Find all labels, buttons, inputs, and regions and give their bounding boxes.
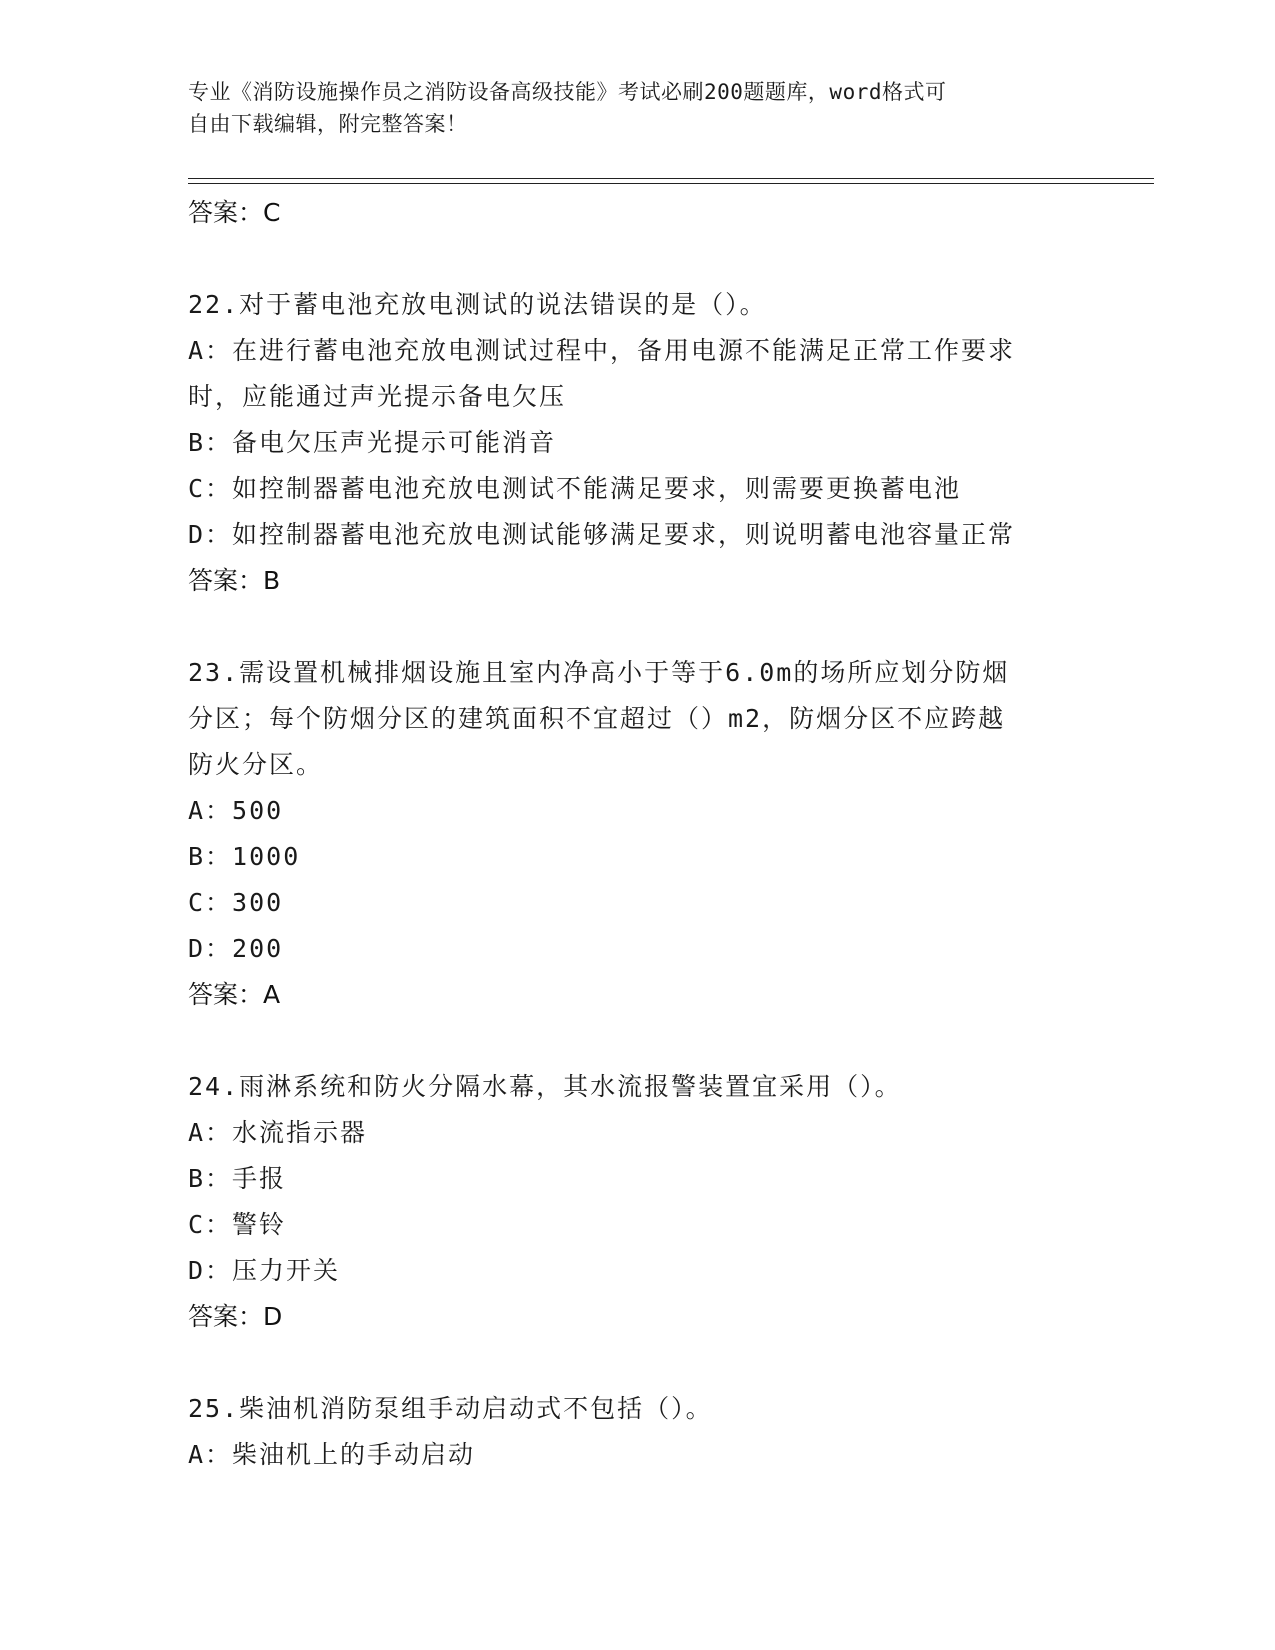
option-a: A：水流指示器 bbox=[188, 1118, 368, 1147]
question-stem: 22.对于蓄电池充放电测试的说法错误的是（）。 bbox=[188, 290, 767, 319]
option-d: D：200 bbox=[188, 934, 284, 963]
option-d: D：压力开关 bbox=[188, 1256, 341, 1285]
spacer bbox=[188, 604, 1088, 650]
option-a: A：柴油机上的手动启动 bbox=[188, 1440, 476, 1469]
spacer bbox=[188, 1340, 1088, 1386]
answer-line: 答案：C bbox=[188, 198, 281, 227]
header-line-1: 专业《消防设施操作员之消防设备高级技能》考试必刷200题题库，word格式可 bbox=[188, 80, 947, 104]
question-block bbox=[188, 650, 1088, 1018]
option-c: C：警铃 bbox=[188, 1210, 287, 1239]
option-d: D：如控制器蓄电池充放电测试能够满足要求，则说明蓄电池容量正常 bbox=[188, 520, 1016, 549]
question-block bbox=[188, 282, 1088, 604]
question-stem-continued: 分区；每个防烟分区的建筑面积不宜超过（）m2，防烟分区不应跨越 bbox=[188, 704, 1006, 733]
question-stem: 25.柴油机消防泵组手动启动式不包括（）。 bbox=[188, 1394, 713, 1423]
question-stem: 24.雨淋系统和防火分隔水幕，其水流报警装置宜采用（）。 bbox=[188, 1072, 902, 1101]
header-divider-bottom bbox=[188, 183, 1154, 184]
question-block bbox=[188, 1064, 1088, 1340]
option-b: B：1000 bbox=[188, 842, 301, 871]
option-b: B：手报 bbox=[188, 1164, 287, 1193]
spacer bbox=[188, 1018, 1088, 1064]
spacer bbox=[188, 236, 1088, 282]
option-a: A：500 bbox=[188, 796, 284, 825]
header-divider-top bbox=[188, 178, 1154, 179]
option-c: C：如控制器蓄电池充放电测试不能满足要求，则需要更换蓄电池 bbox=[188, 474, 962, 503]
option-a: A：在进行蓄电池充放电测试过程中，备用电源不能满足正常工作要求 bbox=[188, 336, 1016, 365]
answer-line: 答案：A bbox=[188, 980, 281, 1009]
question-list bbox=[188, 190, 1088, 1478]
option-a-continued: 时，应能通过声光提示备电欠压 bbox=[188, 382, 567, 411]
answer-line: 答案：D bbox=[188, 1302, 283, 1331]
answer-line: 答案：B bbox=[188, 566, 281, 595]
question-stem-continued: 防火分区。 bbox=[188, 750, 324, 779]
option-b: B：备电欠压声光提示可能消音 bbox=[188, 428, 557, 457]
header-line-2: 自由下载编辑，附完整答案！ bbox=[188, 112, 468, 136]
question-stem: 23.需设置机械排烟设施且室内净高小于等于6.0m的场所应划分防烟 bbox=[188, 658, 1010, 687]
option-c: C：300 bbox=[188, 888, 284, 917]
document-header bbox=[188, 76, 1088, 140]
question-block bbox=[188, 1386, 1088, 1478]
